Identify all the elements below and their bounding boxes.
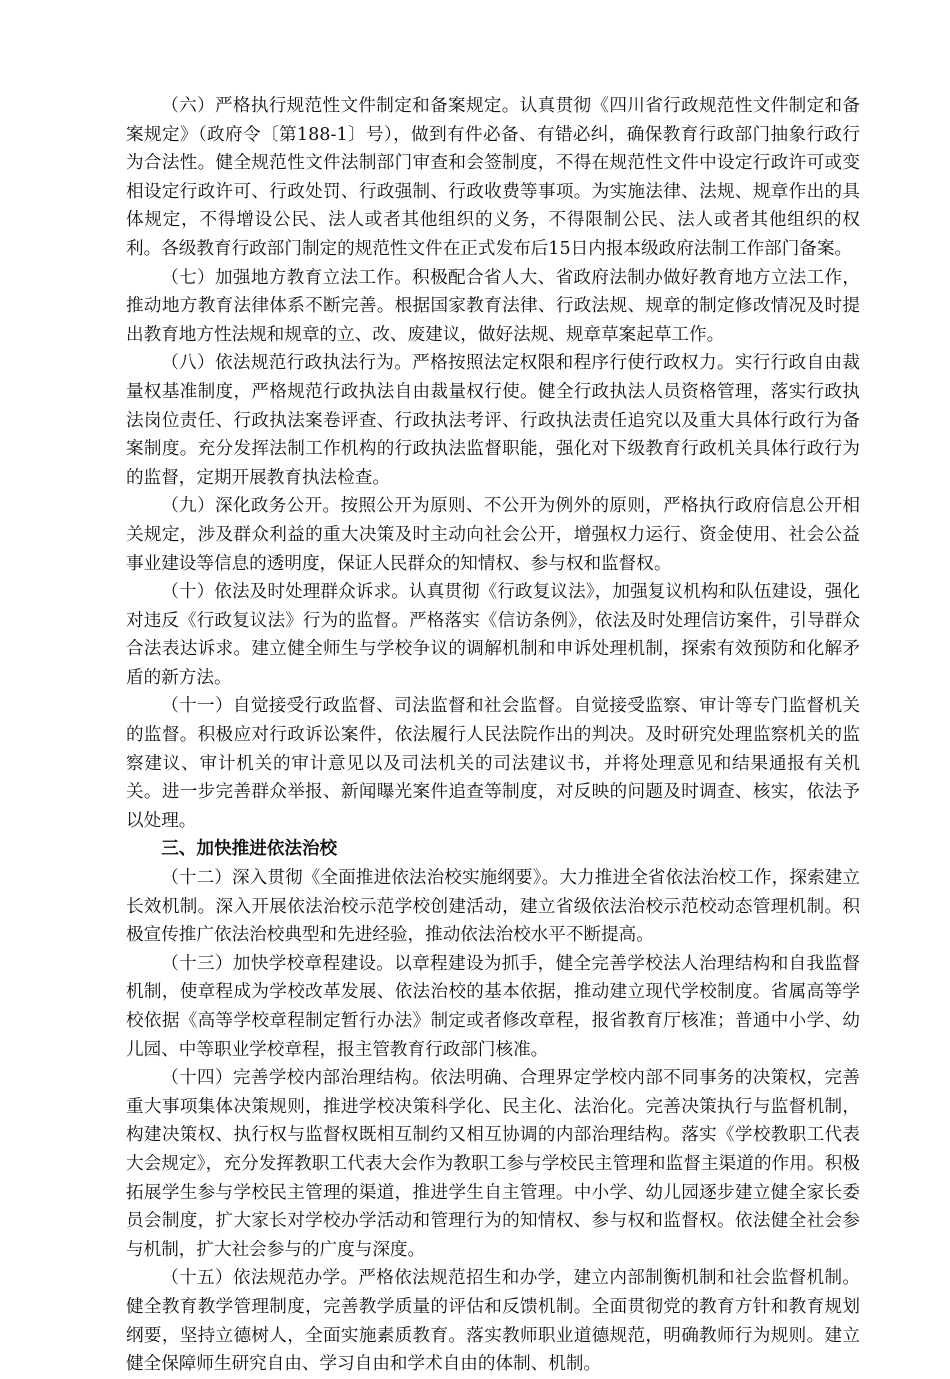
document-page xyxy=(126,92,860,1379)
paragraph-13-school-charters: （十三）加快学校章程建设。以章程建设为抓手，健全完善学校法人治理结构和自我监督机制，使章程成为学校改革发展、依法治校的基本依据，推动建立现代学校制度。省属高等学校依据《高等学校章程制定暂行办法》制定或者修改章程，报省教育厅核准；普通中小学、幼儿园、中等职业学校章程，报主管教育行政部门核准。 xyxy=(126,953,860,1060)
paragraph-12-rule-of-law-schools: （十二）深入贯彻《全面推进依法治校实施纲要》。大力推进全省依法治校工作，探索建立长效机制。深入开展依法治校示范学校创建活动，建立省级依法治校示范校动态管理机制。积极宣传推广依法治校典型和先进经验，推动依法治校水平不断提高。 xyxy=(126,868,860,946)
paragraph-6-normative-documents: （六）严格执行规范性文件制定和备案规定。认真贯彻《四川省行政规范性文件制定和备案规定》（政府令〔第188-1〕号），做到有件必备、有错必纠，确保教育行政部门抽象行政行为合法性。健全规范性文件法制部门审查和会签制度，不得在规范性文件中设定行政许可或变相设定行政许可、行政处罚、行政强制、行政收费等事项。为实施法律、法规、规章作出的具体规定，不得增设公民、法人或者其他组织的义务，不得限制公民、法人或者其他组织的权利。各级教育行政部门制定的规范性文件在正式发布后15日内报本级政府法制工作部门备案。 xyxy=(126,96,860,259)
section-heading: 三、加快推进依法治校 xyxy=(161,839,338,860)
paragraph-10-public-appeals: （十）依法及时处理群众诉求。认真贯彻《行政复议法》，加强复议机构和队伍建设，强化对违反《行政复议法》行为的监督。严格落实《信访条例》，依法及时处理信访案件，引导群众合法表达诉求。建立健全师生与学校争议的调解机制和申诉处理机制，探索有效预防和化解矛盾的新方法。 xyxy=(126,582,860,688)
paragraph-7-local-legislation: （七）加强地方教育立法工作。积极配合省人大、省政府法制办做好教育地方立法工作，推动地方教育法律体系不断完善。根据国家教育法律、行政法规、规章的制定修改情况及时提出教育地方性法规和规章的立、改、废建议，做好法规、规章草案起草工作。 xyxy=(126,267,860,345)
paragraph-8-administrative-enforcement: （八）依法规范行政执法行为。严格按照法定权限和程序行使行政权力。实行行政自由裁量权基准制度，严格规范行政执法自由裁量权行使。健全行政执法人员资格管理，落实行政执法岗位责任、行政执法案卷评查、行政执法考评、行政执法责任追究以及重大具体行政行为备案制度。充分发挥法制工作机构的行政执法监督职能，强化对下级教育行政机关具体行政行为的监督，定期开展教育执法检查。 xyxy=(126,353,860,488)
paragraph-14-internal-governance: （十四）完善学校内部治理结构。依法明确、合理界定学校内部不同事务的决策权，完善重大事项集体决策规则，推进学校决策科学化、民主化、法治化。完善决策执行与监督机制，构建决策权、执行权与监督权既相互制约又相互协调的内部治理结构。落实《学校教职工代表大会规定》，充分发挥教职工代表大会作为教职工参与学校民主管理和监督主渠道的作用。积极拓展学生参与学校民主管理的渠道，推进学生自主管理。中小学、幼儿园逐步建立健全家长委员会制度，扩大家长对学校办学活动和管理行为的知情权、参与权和监督权。依法健全社会参与机制，扩大社会参与的广度与深度。 xyxy=(126,1068,860,1260)
paragraph-11-supervision: （十一）自觉接受行政监督、司法监督和社会监督。自觉接受监察、审计等专门监督机关的监督。积极应对行政诉讼案件，依法履行人民法院作出的判决。及时研究处理监察机关的监察建议、审计机关的审计意见以及司法机关的司法建议书，并将处理意见和结果通报有关机关。进一步完善群众举报、新闻曝光案件追查等制度，对反映的问题及时调查、核实，依法予以处理。 xyxy=(126,696,860,831)
paragraph-15-regulated-schooling: （十五）依法规范办学。严格依法规范招生和办学，建立内部制衡机制和社会监督机制。健全教育教学管理制度，完善教学质量的评估和反馈机制。全面贯彻党的教育方针和教育规划纲要，坚持立德树人，全面实施素质教育。落实教师职业道德规范，明确教师行为规则。建立健全保障师生研究自由、学习自由和学术自由的体制、机制。 xyxy=(126,1268,860,1375)
paragraph-9-government-transparency: （九）深化政务公开。按照公开为原则、不公开为例外的原则，严格执行政府信息公开相关规定，涉及群众利益的重大决策及时主动向社会公开，增强权力运行、资金使用、社会公益事业建设等信息的透明度，保证人民群众的知情权、参与权和监督权。 xyxy=(126,496,860,574)
